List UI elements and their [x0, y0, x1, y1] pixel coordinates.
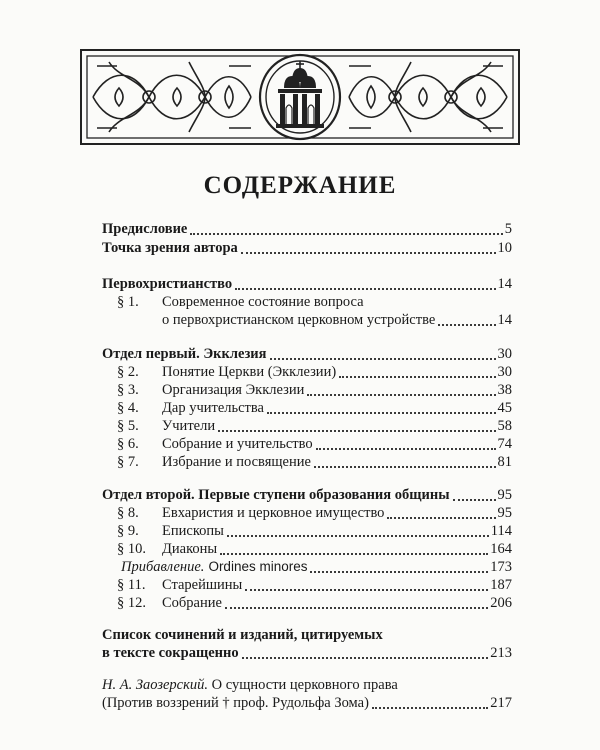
- section-number: § 2.: [117, 364, 139, 380]
- ornamental-header-frame: [79, 48, 521, 146]
- toc-page-number: 38: [497, 382, 512, 398]
- leader-dots: [267, 404, 496, 414]
- toc-label: Список сочинений и изданий, цитируемых: [102, 627, 383, 643]
- toc-label: о первохристианском церковном устройстве: [162, 312, 436, 328]
- toc-page-number: 95: [497, 505, 512, 521]
- leader-dots: [242, 649, 489, 659]
- toc-entry-section-5[interactable]: [117, 416, 512, 436]
- toc-entry-section-4[interactable]: [117, 398, 512, 418]
- leader-dots: [241, 244, 496, 254]
- toc-entry-appendix[interactable]: [121, 557, 512, 577]
- toc-entry-section-6[interactable]: [117, 434, 512, 454]
- floral-pattern-left: [93, 62, 251, 132]
- section-number: § 8.: [117, 505, 139, 521]
- section-number: § 5.: [117, 418, 139, 434]
- toc-entry-section-8[interactable]: [117, 503, 512, 523]
- church-emblem-icon: [260, 55, 340, 139]
- leader-dots: [227, 527, 489, 537]
- toc-label: Дар учительства: [162, 400, 264, 416]
- toc-entry-zaozersky-line2[interactable]: [102, 693, 512, 713]
- toc-entry-viewpoint[interactable]: [102, 238, 512, 258]
- leader-dots: [339, 368, 495, 378]
- toc-page-number: 10: [497, 240, 512, 256]
- toc-label: Диаконы: [162, 541, 218, 557]
- page-title: СОДЕРЖАНИЕ: [203, 172, 397, 199]
- toc-entry-section-11[interactable]: [117, 575, 512, 595]
- leader-dots: [225, 599, 488, 609]
- toc-page-number: 213: [490, 645, 512, 661]
- toc-label: Ordines minores: [208, 559, 308, 574]
- toc-entry-early-christianity[interactable]: [102, 274, 512, 294]
- toc-label: Старейшины: [162, 577, 243, 593]
- toc-entry-zaozersky-line1[interactable]: [102, 675, 398, 695]
- toc-label: Понятие Церкви (Экклезии): [162, 364, 337, 380]
- leader-dots: [316, 440, 496, 450]
- toc-page-number: 45: [497, 400, 512, 416]
- toc-page-number: 217: [490, 695, 512, 711]
- toc-entry-preface[interactable]: [102, 219, 512, 239]
- toc-label: Отдел второй. Первые ступени образования общины: [102, 487, 450, 503]
- toc-label: Современное состояние вопроса: [162, 294, 364, 310]
- toc-page-number: 5: [504, 221, 512, 237]
- toc-label: в тексте сокращенно: [102, 645, 239, 661]
- leader-dots: [220, 545, 488, 555]
- toc-label: Учители: [162, 418, 216, 434]
- section-number: § 10.: [117, 541, 146, 557]
- toc-label: Отдел первый. Экклезия: [102, 346, 267, 362]
- leader-dots: [387, 509, 495, 519]
- toc-page-number: 206: [490, 595, 512, 611]
- leader-dots: [310, 563, 488, 573]
- toc-label: Епископы: [162, 523, 224, 539]
- toc-page-number: 81: [497, 454, 512, 470]
- section-number: § 4.: [117, 400, 139, 416]
- toc-label-italic: Прибавление.: [121, 559, 205, 575]
- toc-label: Собрание и учительство: [162, 436, 313, 452]
- toc-entry-section-9[interactable]: [117, 521, 512, 541]
- toc-entry-section-7[interactable]: [117, 452, 512, 472]
- toc-page-number: 164: [490, 541, 512, 557]
- leader-dots: [218, 422, 495, 432]
- section-number: § 11.: [117, 577, 146, 593]
- leader-dots: [235, 280, 495, 290]
- toc-entry-section-3[interactable]: [117, 380, 512, 400]
- leader-dots: [438, 316, 495, 326]
- toc-page-number: 58: [497, 418, 512, 434]
- toc-label: Первохристианство: [102, 276, 233, 292]
- leader-dots: [372, 699, 488, 709]
- toc-label: О сущности церковного права: [211, 677, 398, 693]
- leader-dots: [245, 581, 488, 591]
- section-number: § 12.: [117, 595, 146, 611]
- toc-entry-bibliography-line1[interactable]: [102, 625, 383, 645]
- toc-author: Н. А. Заозерский.: [102, 677, 209, 693]
- toc-page-number: 74: [497, 436, 512, 452]
- toc-page-number: 114: [490, 523, 512, 539]
- toc-entry-section-1-line1[interactable]: [117, 292, 364, 312]
- section-number: § 1.: [117, 294, 139, 310]
- leader-dots: [307, 386, 495, 396]
- toc-entry-section-12[interactable]: [117, 593, 512, 613]
- toc-label: Организация Экклезии: [162, 382, 305, 398]
- toc-label: (Против воззрений † проф. Рудольфа Зома): [102, 695, 369, 711]
- leader-dots: [270, 350, 496, 360]
- toc-entry-section-2[interactable]: [117, 362, 512, 382]
- toc-label: Собрание: [162, 595, 222, 611]
- section-number: § 6.: [117, 436, 139, 452]
- toc-entry-bibliography-line2[interactable]: [102, 643, 512, 663]
- toc-page-number: 30: [497, 346, 512, 362]
- section-number: § 9.: [117, 523, 139, 539]
- leader-dots: [314, 458, 496, 468]
- leader-dots: [453, 491, 496, 501]
- toc-page-number: 95: [497, 487, 512, 503]
- toc-label: Предисловие: [102, 221, 188, 237]
- toc-page-number: 173: [490, 559, 512, 575]
- section-number: § 3.: [117, 382, 139, 398]
- toc-entry-part-1[interactable]: [102, 344, 512, 364]
- toc-label: Точка зрения автора: [102, 240, 238, 256]
- toc-label: Избрание и посвящение: [162, 454, 311, 470]
- toc-page-number: 14: [497, 312, 512, 328]
- section-number: § 7.: [117, 454, 139, 470]
- leader-dots: [190, 225, 502, 235]
- toc-page-number: 14: [497, 276, 512, 292]
- toc-label: Евхаристия и церковное имущество: [162, 505, 385, 521]
- floral-pattern-right: [349, 62, 507, 132]
- toc-entry-section-1-line2[interactable]: [162, 310, 512, 330]
- toc-entry-section-10[interactable]: [117, 539, 512, 559]
- toc-page-number: 30: [497, 364, 512, 380]
- toc-page-number: 187: [490, 577, 512, 593]
- toc-entry-part-2[interactable]: [102, 485, 512, 505]
